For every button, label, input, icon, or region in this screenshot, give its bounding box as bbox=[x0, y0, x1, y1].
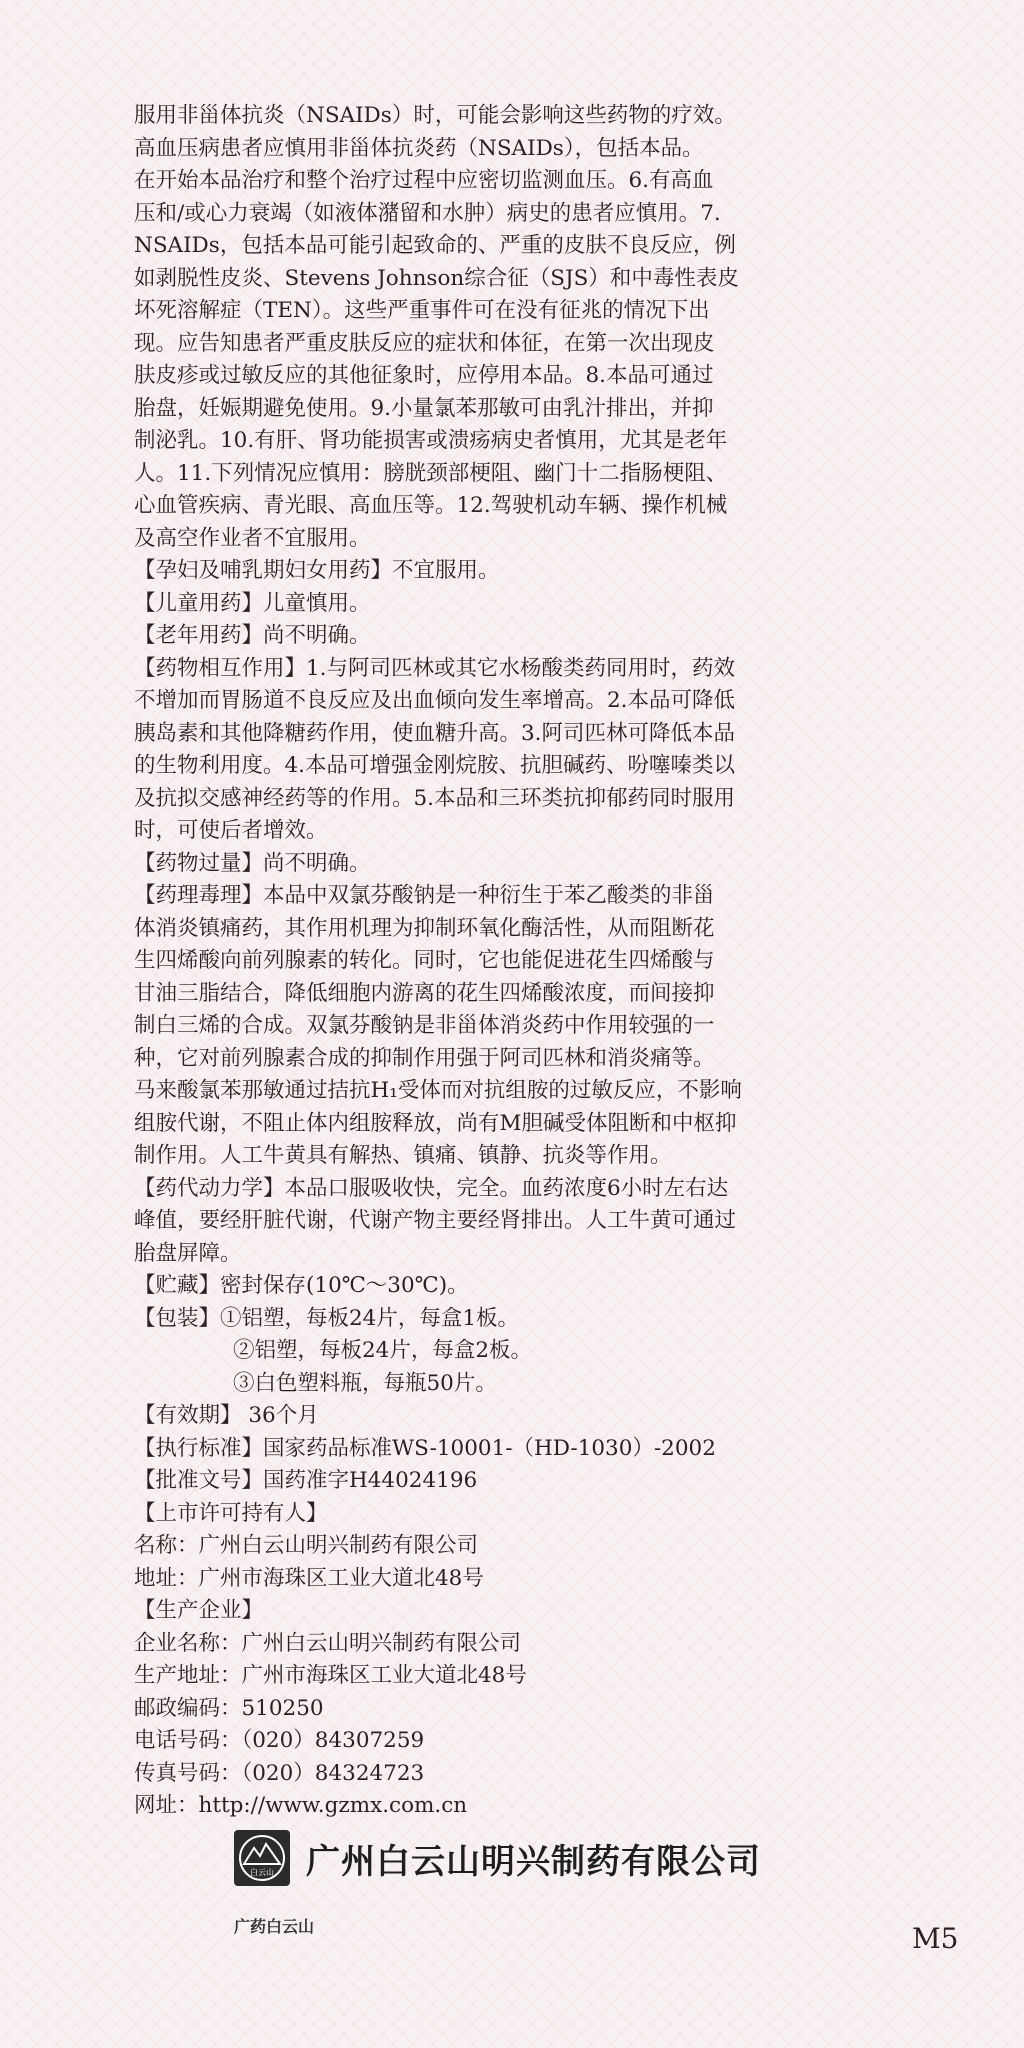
validity-section: 【有效期】 36个月 bbox=[134, 1403, 319, 1428]
mah-header: 【上市许可持有人】 bbox=[134, 1500, 328, 1526]
children-section: 【儿童用药】儿童慎用。 bbox=[134, 590, 371, 616]
baiyunshan-mountain-logo-icon bbox=[234, 1830, 290, 1886]
page-code: M5 bbox=[912, 1922, 959, 1955]
precautions-line: 人。11.下列情况应慎用：膀胱颈部梗阻、幽门十二指肠梗阻、 bbox=[134, 460, 728, 486]
precautions-line: 压和/或心力衰竭（如液体潴留和水肿）病史的患者应慎用。7. bbox=[134, 200, 721, 226]
pharmacokinetics-line: 峰值，要经肝脏代谢，代谢产物主要经肾排出。人工牛黄可通过 bbox=[134, 1208, 737, 1233]
precautions-line: 肤皮疹或过敏反应的其他征象时，应停用本品。8.本品可通过 bbox=[134, 363, 714, 388]
package-section bbox=[134, 1303, 912, 1401]
precautions-line: 制泌乳。10.有肝、肾功能损害或溃疡病史者慎用，尤其是老年 bbox=[134, 428, 728, 453]
overdose-section: 【药物过量】尚不明确。 bbox=[134, 850, 371, 876]
leaflet-text bbox=[134, 100, 912, 1823]
pharmacokinetics-line: 胎盘屏障。 bbox=[134, 1240, 242, 1266]
elderly-section: 【老年用药】尚不明确。 bbox=[134, 623, 371, 648]
precautions-line: NSAIDs，包括本品可能引起致命的、严重的皮肤不良反应，例 bbox=[134, 233, 736, 258]
pharmacology-line: 体消炎镇痛药，其作用机理为抑制环氧化酶活性，从而阻断花 bbox=[134, 915, 715, 941]
storage-section: 【贮藏】密封保存(10℃～30℃)。 bbox=[134, 1273, 469, 1298]
website: 网址：http://www.gzmx.com.cn bbox=[134, 1793, 468, 1818]
company-logo-name: 广州白云山明兴制药有限公司 bbox=[306, 1842, 761, 1882]
manufacturer-name: 企业名称：广州白云山明兴制药有限公司 bbox=[134, 1630, 522, 1656]
approval-section: 【批准文号】国药准字H44024196 bbox=[134, 1468, 478, 1493]
postal-code: 邮政编码：510250 bbox=[134, 1695, 324, 1721]
company-logo bbox=[234, 1830, 814, 1960]
interactions-section bbox=[134, 653, 912, 848]
pharmacology-line: 【药理毒理】本品中双氯芬酸钠是一种衍生于苯乙酸类的非甾 bbox=[134, 883, 715, 908]
pharmacology-line: 种，它对前列腺素合成的抑制作用强于阿司匹林和消炎痛等。 bbox=[134, 1045, 715, 1071]
package-line: ③白色塑料瓶，每瓶50片。 bbox=[233, 1370, 497, 1396]
precautions-line: 坏死溶解症（TEN）。这些严重事件可在没有征兆的情况下出 bbox=[134, 298, 710, 323]
precautions-line: 服用非甾体抗炎（NSAIDs）时，可能会影响这些药物的疗效。 bbox=[134, 103, 736, 128]
precautions-continued bbox=[134, 100, 912, 555]
pharmacology-line: 制白三烯的合成。双氯芬酸钠是非甾体消炎药中作用较强的一 bbox=[134, 1013, 715, 1038]
precautions-line: 如剥脱性皮炎、Stevens Johnson综合征（SJS）和中毒性表皮 bbox=[134, 265, 739, 291]
phone-number: 电话号码：（020）84307259 bbox=[134, 1728, 425, 1753]
logo-mark-text: 白云山 bbox=[250, 1868, 274, 1877]
fax-number: 传真号码：（020）84324723 bbox=[134, 1760, 425, 1786]
logo-subtext: 广药白云山 bbox=[234, 1917, 315, 1936]
mah-name: 名称：广州白云山明兴制药有限公司 bbox=[134, 1533, 479, 1558]
interactions-line: 不增加而胃肠道不良反应及出血倾向发生率增高。2.本品可降低 bbox=[134, 688, 736, 713]
pharmacology-line: 生四烯酸向前列腺素的转化。同时，它也能促进花生四烯酸与 bbox=[134, 948, 715, 973]
pharmacokinetics-section bbox=[134, 1173, 912, 1271]
precautions-line: 及高空作业者不宜服用。 bbox=[134, 525, 371, 551]
standard-section: 【执行标准】国家药品标准WS-10001-（HD-1030）-2002 bbox=[134, 1435, 716, 1461]
precautions-line: 现。应告知患者严重皮肤反应的症状和体征，在第一次出现皮 bbox=[134, 330, 715, 356]
precautions-line: 高血压病患者应慎用非甾体抗炎药（NSAIDs），包括本品。 bbox=[134, 135, 704, 161]
interactions-line: 胰岛素和其他降糖药作用，使血糖升高。3.阿司匹林可降低本品 bbox=[134, 720, 736, 746]
pharmacology-line: 组胺代谢，不阻止体内组胺释放，尚有M胆碱受体阻断和中枢抑 bbox=[134, 1110, 737, 1136]
package-line: ②铝塑，每板24片，每盒2板。 bbox=[233, 1338, 533, 1363]
pharmacology-line: 甘油三脂结合，降低细胞内游离的花生四烯酸浓度，而间接抑 bbox=[134, 980, 715, 1006]
interactions-line: 及抗拟交感神经药等的作用。5.本品和三环类抗抑郁药同时服用 bbox=[134, 785, 736, 811]
pregnancy-section: 【孕妇及哺乳期妇女用药】不宜服用。 bbox=[134, 558, 500, 583]
precautions-line: 在开始本品治疗和整个治疗过程中应密切监测血压。6.有高血 bbox=[134, 168, 714, 193]
manufacturer-header: 【生产企业】 bbox=[134, 1598, 264, 1623]
manufacturer-address: 生产地址：广州市海珠区工业大道北48号 bbox=[134, 1663, 527, 1688]
pharmacokinetics-line: 【药代动力学】本品口服吸收快，完全。血药浓度6小时左右达 bbox=[134, 1175, 729, 1201]
interactions-line: 的生物利用度。4.本品可增强金刚烷胺、抗胆碱药、吩噻嗪类以 bbox=[134, 753, 736, 778]
interactions-line: 时，可使后者增效。 bbox=[134, 818, 328, 843]
pharmacology-section bbox=[134, 880, 912, 1173]
interactions-line: 【药物相互作用】1.与阿司匹林或其它水杨酸类药同用时，药效 bbox=[134, 655, 736, 681]
pharmacology-line: 马来酸氯苯那敏通过拮抗H₁受体而对抗组胺的过敏反应，不影响 bbox=[134, 1078, 742, 1103]
precautions-line: 胎盘，妊娠期避免使用。9.小量氯苯那敏可由乳汁排出，并抑 bbox=[134, 395, 714, 421]
mah-address: 地址：广州市海珠区工业大道北48号 bbox=[134, 1565, 484, 1591]
pharmacology-line: 制作用。人工牛黄具有解热、镇痛、镇静、抗炎等作用。 bbox=[134, 1143, 672, 1168]
precautions-line: 心血管疾病、青光眼、高血压等。12.驾驶机动车辆、操作机械 bbox=[134, 493, 728, 518]
package-line: 【包装】①铝塑，每板24片，每盒1板。 bbox=[134, 1305, 520, 1331]
